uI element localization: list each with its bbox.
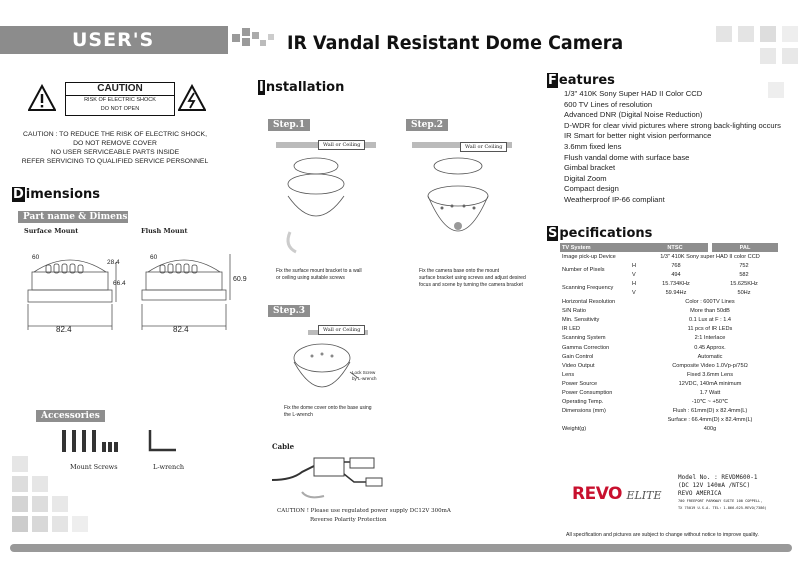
table-row: Surface : 66.4mm(D) x 82.4mm(L) (667, 417, 753, 424)
specifications-title: S pecifications (548, 226, 653, 241)
spec-col-system: TV System (562, 244, 591, 251)
step-2-label: Step.2 (406, 119, 448, 131)
part-name-subtitle: Part name & Dimension (18, 211, 128, 223)
wall-ceiling-label-1: Wall or Ceiling (318, 140, 365, 150)
company-name: REVO AMERICA (678, 490, 722, 497)
table-row: Operating Temp. -10℃ ~ +50℃ (562, 399, 729, 406)
spec-col-pal: PAL (710, 243, 778, 252)
feature-item: D-WDR for clear vivid pictures where strong back-lighting occurs (564, 120, 781, 130)
dimension-drawing (14, 244, 244, 336)
cable-polarity: Reverse Polarity Protection (310, 517, 387, 523)
model-power: (DC 12V 140mA /NTSC) (678, 482, 751, 489)
features-list (564, 89, 781, 206)
table-row: Video Output Composite Video 1.0Vp-p/75Ω (562, 362, 748, 369)
l-wrench-label: L-wrench (153, 463, 185, 471)
dim-824-flush: 82.4 (173, 325, 189, 334)
table-row: Power Source 12VDC, 140mA minimum (562, 380, 742, 387)
dimensions-title: D imensions (13, 187, 100, 202)
step-3-text: Fix the dome cover onto the base using the L-wrench (284, 405, 372, 418)
feature-item: Advanced DNR (Digital Noise Reduction) (564, 110, 703, 120)
model-number: Model No. : REVDM600-1 (678, 474, 758, 481)
specifications-table (560, 243, 778, 434)
feature-item: Weatherproof IP-66 compliant (564, 194, 665, 204)
model-info (678, 474, 767, 511)
feature-item: Digital Zoom (564, 173, 607, 183)
installation-steps-drawing (272, 136, 542, 266)
footer-bar (10, 544, 792, 552)
caution-line: DO NOT REMOVE COVER (73, 140, 157, 147)
dim-28: 28.4 (107, 259, 120, 266)
surface-mount-label: Surface Mount (24, 227, 79, 235)
table-row: Number of Pixels H 768 752 (562, 262, 749, 274)
features-title: F eatures (548, 73, 615, 88)
caution-text (10, 130, 220, 166)
caution-line: CAUTION : TO REDUCE THE RISK OF ELECTRIC SHOCK, (23, 131, 207, 138)
feature-item: IR Smart for better night vision performance (564, 131, 712, 141)
table-row: Dimensions (mm) Flush : 61mm(D) x 82.4mm(L) (562, 408, 748, 415)
table-row: S/N Ratio More than 50dB (562, 308, 730, 315)
feature-item: Compact design (564, 184, 619, 194)
table-row: Horizontal Resolution Color : 600TV Lines (562, 299, 735, 306)
cable-caution: CAUTION ! Please use regulated power supply DC12V 300mA (277, 508, 451, 514)
document-title: IR Vandal Resistant Dome Camera (287, 32, 624, 54)
caution-heading: CAUTION (66, 83, 174, 96)
lock-screw-text: Lock Screw by L-wrench (352, 370, 377, 381)
table-row: Gain Control Automatic (562, 353, 723, 360)
disclaimer: All specification and pictures are subject to change without notice to improve quality. (566, 532, 759, 538)
caution-line: NO USER SERVICEABLE PARTS INSIDE (50, 149, 180, 156)
dim-609: 60.9 (233, 276, 247, 283)
header-squares (230, 26, 282, 54)
mount-screws-label: Mount Screws (70, 463, 118, 471)
feature-item: 3.6mm fixed lens (564, 141, 622, 151)
feature-item: Gimbal bracket (564, 163, 616, 173)
manual-label: USER'S MANUAL (0, 26, 228, 54)
table-row: V 494 582 (632, 271, 749, 278)
cable-title: Cable (272, 442, 295, 451)
cable-drawing (272, 452, 412, 504)
installation-title: I nstallation (259, 80, 345, 95)
spec-header-row (560, 243, 778, 252)
feature-item: Flush vandal dome with surface base (564, 152, 690, 162)
step-3-label: Step.3 (268, 305, 310, 317)
accessories-title: Accessories (36, 410, 105, 422)
spec-col-ntsc: NTSC (667, 244, 683, 251)
table-row: Image pick-up Device 1/3" 410K Sony super HAD II color CCD (562, 253, 760, 260)
company-address: 700 FREEPORT PARKWAY SUITE 100 COPPELL, (678, 499, 763, 503)
step-1-text: Fix the surface mount bracket to a wall or ceiling using suitable screws (276, 268, 362, 281)
step-1-label: Step.1 (268, 119, 310, 131)
dim-824-surface: 82.4 (56, 325, 72, 334)
table-row: V 59.94Hz 50Hz (632, 290, 751, 297)
brand-logo (572, 484, 662, 504)
feature-item: 600 TV Lines of resolution (564, 99, 653, 109)
feature-item: 1/3" 410K Sony Super HAD II Color CCD (564, 89, 703, 98)
company-address-2: TX 75019 U.S.A. TEL: 1-866-625-REVO(7386) (678, 506, 767, 510)
exclamation-warning-icon (28, 84, 56, 112)
brand-elite: ELITE (626, 489, 662, 502)
table-row: Power Consumption 1.7 Watt (562, 390, 721, 397)
flush-mount-label: Flush Mount (141, 227, 188, 235)
dim-60-surface: 60 (32, 254, 40, 261)
caution-warn-1: RISK OF ELECTRIC SHOCK (84, 97, 156, 103)
table-row: Lens Fixed 3.6mm Lens (562, 371, 733, 378)
table-row: Weight(g) 400g (562, 426, 717, 433)
table-row: Scanning Frequency H 15.734KHz 15.625KHz (562, 280, 758, 292)
electric-shock-icon (178, 84, 206, 112)
dim-60-flush: 60 (150, 254, 158, 261)
wall-ceiling-label-2: Wall or Ceiling (460, 142, 507, 152)
table-row: Min. Sensitivity 0.1 Lux at F : 1.4 (562, 317, 731, 324)
caution-line: REFER SERVICING TO QUALIFIED SERVICE PERSONNEL (21, 158, 209, 165)
table-row: Gamma Correction 0.45 Approx. (562, 344, 726, 351)
dim-664: 66.4 (113, 280, 126, 287)
accessories-drawing (58, 428, 188, 458)
step-2-text: Fix the camera base onto the mount surface bracket using screws and adjust desired focus and scene by turning the camera bracket (419, 268, 526, 288)
brand-revo: REVO (572, 484, 623, 504)
table-row: Scanning System 2:1 Interlace (562, 335, 726, 342)
caution-warn-2: DO NOT OPEN (100, 106, 140, 112)
table-row: IR LED 11 pcs of IR LEDs (562, 326, 733, 333)
wall-ceiling-label-3: Wall or Ceiling (318, 325, 365, 335)
